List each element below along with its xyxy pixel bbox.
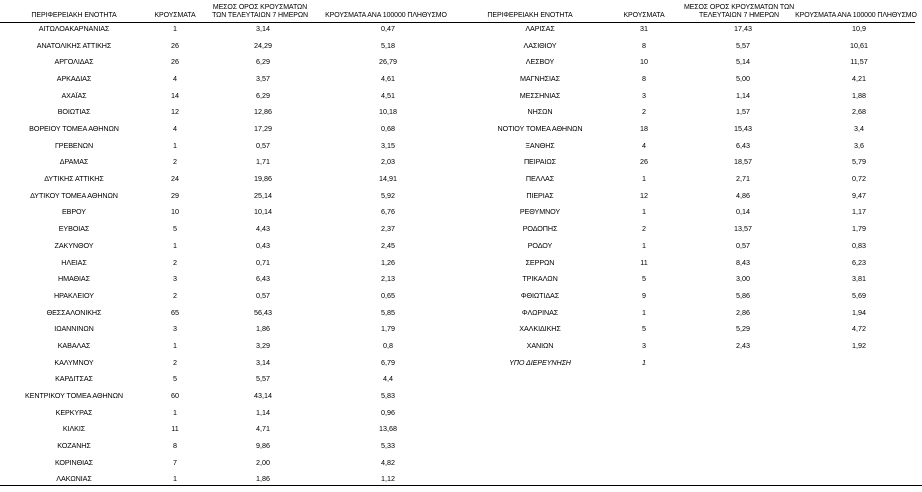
table-row: [0, 174, 460, 184]
avg7-value: 0,57: [736, 240, 750, 250]
table-row: [455, 341, 915, 351]
region-name: ΝΟΤΙΟΥ ΤΟΜΕΑ ΑΘΗΝΩΝ: [497, 124, 583, 134]
avg7-value: 5,14: [736, 57, 750, 67]
table-row: [0, 91, 460, 101]
region-name: ΦΛΩΡΙΝΑΣ: [521, 307, 559, 317]
table-row: [0, 241, 460, 251]
table-row: [0, 474, 460, 484]
table-row: [455, 174, 915, 184]
cases-value: 1: [173, 24, 177, 33]
region-name: ΚΕΝΤΡΙΚΟΥ ΤΟΜΕΑ ΑΘΗΝΩΝ: [24, 390, 124, 400]
region-name: ΛΑΣΙΘΙΟΥ: [523, 40, 557, 50]
region-name: ΔΥΤΙΚΟΥ ΤΟΜΕΑ ΑΘΗΝΩΝ: [30, 190, 118, 200]
cases-value: 65: [171, 307, 179, 317]
per100k-value: 26,79: [379, 57, 397, 67]
region-name: ΡΟΔΟΠΗΣ: [522, 224, 558, 234]
per100k-value: 14,91: [379, 174, 397, 184]
cases-value: 29: [171, 190, 179, 200]
table-row: [0, 374, 460, 384]
per100k-value: 1,79: [381, 324, 395, 334]
cases-value: 2: [173, 257, 177, 267]
table-row: [0, 358, 460, 368]
region-name: ΑΡΓΟΛΙΔΑΣ: [54, 57, 94, 67]
avg7-value: 12,86: [254, 107, 272, 117]
cases-value: 4: [642, 140, 646, 150]
per100k-value: 2,13: [381, 274, 395, 284]
table-row: [0, 141, 460, 151]
region-name: ΗΜΑΘΙΑΣ: [58, 274, 90, 284]
avg7-value: 1,86: [256, 474, 270, 484]
cases-value: 1: [173, 407, 177, 417]
cases-value: 1: [173, 240, 177, 250]
table-row: [455, 224, 915, 234]
header-region: ΠΕΡΙΦΕΡΕΙΑΚΗ ΕΝΟΤΗΤΑ: [487, 12, 573, 19]
cases-value: 3: [642, 340, 646, 350]
per100k-value: 10,9: [852, 24, 866, 33]
per100k-value: 5,92: [381, 190, 395, 200]
region-name: ΗΛΕΙΑΣ: [61, 257, 87, 267]
cases-value: 2: [642, 107, 646, 117]
per100k-value: 0,83: [852, 240, 866, 250]
cases-value: 5: [642, 274, 646, 284]
per100k-value: 5,18: [381, 40, 395, 50]
right-table-header: [455, 0, 915, 23]
per100k-value: 11,57: [850, 57, 868, 67]
cases-value: 1: [642, 240, 646, 250]
cases-value: 1: [642, 357, 646, 367]
table-row: [455, 191, 915, 201]
per100k-value: 1,79: [852, 224, 866, 234]
avg7-value: 2,43: [736, 340, 750, 350]
avg7-value: 6,29: [256, 90, 270, 100]
per100k-value: 6,79: [381, 357, 395, 367]
region-name: ΔΡΑΜΑΣ: [59, 157, 89, 167]
region-name: ΧΑΛΚΙΔΙΚΗΣ: [519, 324, 561, 334]
cases-value: 12: [171, 107, 179, 117]
cases-value: 1: [173, 140, 177, 150]
avg7-value: 43,14: [254, 390, 272, 400]
per100k-value: 2,37: [381, 224, 395, 234]
per100k-value: 4,21: [852, 74, 866, 84]
per100k-value: 1,17: [852, 207, 866, 217]
table-row: [455, 141, 915, 151]
avg7-value: 9,86: [256, 441, 270, 450]
per100k-value: 0,96: [381, 407, 395, 417]
per100k-value: 3,6: [854, 140, 864, 150]
per100k-value: 0,8: [383, 340, 393, 350]
region-name: ΧΑΝΙΩΝ: [526, 340, 554, 350]
table-row: [455, 291, 915, 301]
avg7-value: 17,29: [254, 124, 272, 134]
header-per100k: ΚΡΟΥΣΜΑΤΑ ΑΝΑ 100000 ΠΛΗΘΥΣΜΟ: [325, 12, 447, 19]
cases-value: 26: [171, 40, 179, 50]
header-cases: ΚΡΟΥΣΜΑΤΑ: [154, 12, 196, 19]
avg7-value: 18,57: [734, 157, 752, 167]
cases-value: 14: [171, 90, 179, 100]
cases-value: 60: [171, 390, 179, 400]
avg7-value: 4,86: [736, 190, 750, 200]
cases-value: 1: [173, 340, 177, 350]
avg7-value: 3,57: [256, 74, 270, 84]
cases-value: 11: [171, 424, 179, 434]
cases-value: 26: [640, 157, 648, 167]
cases-value: 11: [640, 257, 648, 267]
region-name: ΓΡΕΒΕΝΩΝ: [54, 140, 94, 150]
per100k-value: 5,33: [381, 441, 395, 450]
table-row: [0, 24, 460, 34]
avg7-value: 13,57: [734, 224, 752, 234]
region-name: ΚΙΛΚΙΣ: [62, 424, 86, 434]
avg7-value: 10,14: [254, 207, 272, 217]
table-row: [0, 391, 460, 401]
table-row: [455, 91, 915, 101]
avg7-value: 25,14: [254, 190, 272, 200]
per100k-value: 0,47: [381, 24, 395, 33]
table-row: [455, 308, 915, 318]
per100k-value: 13,68: [379, 424, 397, 434]
table-row: [455, 324, 915, 334]
table-row: [455, 24, 915, 34]
region-name: ΚΟΡΙΝΘΙΑΣ: [54, 457, 94, 467]
region-name: ΚΑΡΔΙΤΣΑΣ: [55, 374, 93, 384]
cases-value: 5: [173, 224, 177, 234]
per100k-value: 5,79: [852, 157, 866, 167]
region-name: ΜΑΓΝΗΣΙΑΣ: [520, 74, 560, 84]
per100k-value: 5,85: [381, 307, 395, 317]
cases-value: 1: [642, 307, 646, 317]
avg7-value: 1,71: [256, 157, 270, 167]
per100k-value: 6,23: [852, 257, 866, 267]
avg7-value: 1,14: [736, 90, 750, 100]
per100k-value: 5,83: [381, 390, 395, 400]
avg7-value: 1,86: [256, 324, 270, 334]
region-name: ΙΩΑΝΝΙΝΩΝ: [54, 324, 94, 334]
table-row: [0, 424, 460, 434]
cases-value: 2: [173, 157, 177, 167]
cases-value: 31: [640, 24, 648, 33]
region-name: ΤΡΙΚΑΛΩΝ: [522, 274, 558, 284]
region-name: ΠΕΙΡΑΙΩΣ: [523, 157, 557, 167]
region-name: ΚΕΡΚΥΡΑΣ: [55, 407, 93, 417]
cases-value: 18: [640, 124, 648, 134]
table-row: [455, 274, 915, 284]
avg7-value: 17,43: [734, 24, 752, 33]
table-row: [0, 308, 460, 318]
table-row: [455, 57, 915, 67]
per100k-value: 4,72: [852, 324, 866, 334]
region-name: ΒΟΡΕΙΟΥ ΤΟΜΕΑ ΑΘΗΝΩΝ: [29, 124, 119, 134]
per100k-value: 10,18: [379, 107, 397, 117]
table-row: [0, 458, 460, 468]
table-row: [0, 74, 460, 84]
table-row: [0, 224, 460, 234]
per100k-value: 10,61: [850, 40, 868, 50]
header-cases: ΚΡΟΥΣΜΑΤΑ: [623, 12, 665, 19]
avg7-value: 2,86: [736, 307, 750, 317]
table-row: [455, 358, 915, 368]
table-row: [455, 207, 915, 217]
per100k-value: 2,45: [381, 240, 395, 250]
avg7-value: 24,29: [254, 40, 272, 50]
per100k-value: 1,26: [381, 257, 395, 267]
cases-value: 12: [640, 190, 648, 200]
region-name: ΒΟΙΩΤΙΑΣ: [57, 107, 91, 117]
per100k-value: 6,76: [381, 207, 395, 217]
avg7-value: 5,57: [736, 40, 750, 50]
per100k-value: 4,82: [381, 457, 395, 467]
avg7-value: 5,57: [256, 374, 270, 384]
region-name: ΥΠΟ ΔΙΕΡΕΥΝΗΣΗ: [509, 357, 571, 367]
cases-value: 3: [173, 324, 177, 334]
table-row: [0, 124, 460, 134]
table-row: [0, 324, 460, 334]
cases-value: 26: [171, 57, 179, 67]
avg7-value: 2,71: [736, 174, 750, 184]
per100k-value: 2,03: [381, 157, 395, 167]
per100k-value: 0,65: [381, 290, 395, 300]
cases-value: 1: [173, 474, 177, 484]
region-name: ΗΡΑΚΛΕΙΟΥ: [54, 290, 94, 300]
region-name: ΞΑΝΘΗΣ: [525, 140, 555, 150]
per100k-value: 2,68: [852, 107, 866, 117]
region-name: ΕΒΡΟΥ: [61, 207, 87, 217]
header-region: ΠΕΡΙΦΕΡΕΙΑΚΗ ΕΝΟΤΗΤΑ: [31, 12, 117, 19]
avg7-value: 8,43: [736, 257, 750, 267]
cases-value: 4: [173, 74, 177, 84]
avg7-value: 5,86: [736, 290, 750, 300]
cases-value: 3: [642, 90, 646, 100]
cases-value: 9: [642, 290, 646, 300]
region-name: ΠΕΛΛΑΣ: [525, 174, 555, 184]
region-name: ΚΟΖΑΝΗΣ: [57, 441, 91, 450]
table-row: [455, 107, 915, 117]
region-name: ΛΑΡΙΣΑΣ: [525, 24, 555, 33]
region-name: ΛΑΚΩΝΙΑΣ: [56, 474, 92, 484]
header-per100k: ΚΡΟΥΣΜΑΤΑ ΑΝΑ 100000 ΠΛΗΘΥΣΜΟ: [795, 12, 917, 19]
table-row: [455, 157, 915, 167]
avg7-value: 0,71: [256, 257, 270, 267]
region-name: ΜΕΣΣΗΝΙΑΣ: [519, 90, 561, 100]
per100k-value: 5,69: [852, 290, 866, 300]
per100k-value: 1,12: [381, 474, 395, 484]
cases-value: 2: [642, 224, 646, 234]
cases-value: 4: [173, 124, 177, 134]
region-name: ΝΗΣΩΝ: [527, 107, 553, 117]
table-row: [0, 191, 460, 201]
avg7-value: 2,00: [256, 457, 270, 467]
region-name: ΑΝΑΤΟΛΙΚΗΣ ΑΤΤΙΚΗΣ: [36, 40, 112, 50]
avg7-value: 3,29: [256, 340, 270, 350]
per100k-value: 9,47: [852, 190, 866, 200]
avg7-value: 15,43: [734, 124, 752, 134]
region-name: ΕΥΒΟΙΑΣ: [58, 224, 90, 234]
region-name: ΦΘΙΩΤΙΔΑΣ: [520, 290, 560, 300]
region-name: ΖΑΚΥΝΘΟΥ: [54, 240, 94, 250]
avg7-value: 0,43: [256, 240, 270, 250]
cases-value: 3: [173, 274, 177, 284]
table-row: [0, 291, 460, 301]
cases-value: 24: [171, 174, 179, 184]
header-avg7: ΜΕΣΟΣ ΟΡΟΣ ΚΡΟΥΣΜΑΤΩΝ ΤΩΝ ΤΕΛΕΥΤΑΙΩΝ 7 ΗΜΕΡΩΝ: [212, 4, 308, 19]
cases-value: 10: [171, 207, 179, 217]
avg7-value: 4,43: [256, 224, 270, 234]
left-table-header: [0, 0, 460, 23]
region-name: ΑΙΤΩΛΟΑΚΑΡΝΑΝΙΑΣ: [38, 24, 110, 33]
cases-value: 10: [640, 57, 648, 67]
table-row: [0, 107, 460, 117]
table-row: [0, 258, 460, 268]
avg7-value: 3,14: [256, 357, 270, 367]
per100k-value: 4,51: [381, 90, 395, 100]
cases-value: 2: [173, 357, 177, 367]
per100k-value: 0,68: [381, 124, 395, 134]
region-name: ΔΥΤΙΚΗΣ ΑΤΤΙΚΗΣ: [44, 174, 104, 184]
table-row: [0, 157, 460, 167]
cases-value: 1: [642, 174, 646, 184]
region-name: ΑΧΑΪΑΣ: [61, 90, 87, 100]
avg7-value: 5,00: [736, 74, 750, 84]
table-row: [0, 207, 460, 217]
avg7-value: 1,14: [256, 407, 270, 417]
avg7-value: 6,43: [256, 274, 270, 284]
cases-value: 2: [173, 290, 177, 300]
avg7-value: 0,57: [256, 140, 270, 150]
region-name: ΣΕΡΡΩΝ: [525, 257, 555, 267]
avg7-value: 6,43: [736, 140, 750, 150]
region-name: ΡΟΔΟΥ: [527, 240, 553, 250]
per100k-value: 0,72: [852, 174, 866, 184]
avg7-value: 6,29: [256, 57, 270, 67]
per100k-value: 1,88: [852, 90, 866, 100]
region-name: ΚΑΛΥΜΝΟΥ: [54, 357, 94, 367]
per100k-value: 4,4: [383, 374, 393, 384]
per100k-value: 1,94: [852, 307, 866, 317]
table-row: [455, 258, 915, 268]
per100k-value: 3,4: [854, 124, 864, 134]
avg7-value: 19,86: [254, 174, 272, 184]
table-row: [0, 274, 460, 284]
table-row: [455, 241, 915, 251]
per100k-value: 4,61: [381, 74, 395, 84]
cases-value: 1: [642, 207, 646, 217]
table-row: [0, 408, 460, 418]
table-row: [0, 41, 460, 51]
avg7-value: 4,71: [256, 424, 270, 434]
avg7-value: 3,14: [256, 24, 270, 33]
avg7-value: 0,14: [736, 207, 750, 217]
cases-value: 8: [642, 40, 646, 50]
region-name: ΘΕΣΣΑΛΟΝΙΚΗΣ: [46, 307, 102, 317]
table-row: [0, 441, 460, 451]
per100k-value: 1,92: [852, 340, 866, 350]
table-row: [455, 74, 915, 84]
avg7-value: 0,57: [256, 290, 270, 300]
cases-value: 7: [173, 457, 177, 467]
cases-value: 5: [173, 374, 177, 384]
table-row: [455, 124, 915, 134]
region-name: ΑΡΚΑΔΙΑΣ: [56, 74, 92, 84]
per100k-value: 3,81: [852, 274, 866, 284]
avg7-value: 3,00: [736, 274, 750, 284]
table-row: [0, 57, 460, 67]
region-name: ΚΑΒΑΛΑΣ: [57, 340, 91, 350]
region-name: ΠΙΕΡΙΑΣ: [526, 190, 554, 200]
region-name: ΡΕΘΥΜΝΟΥ: [519, 207, 561, 217]
table-row: [455, 41, 915, 51]
cases-value: 5: [642, 324, 646, 334]
bottom-rule: [0, 485, 922, 486]
avg7-value: 5,29: [736, 324, 750, 334]
cases-value: 8: [642, 74, 646, 84]
avg7-value: 56,43: [254, 307, 272, 317]
per100k-value: 3,15: [381, 140, 395, 150]
avg7-value: 1,57: [736, 107, 750, 117]
region-name: ΛΕΣΒΟΥ: [525, 57, 555, 67]
table-row: [0, 341, 460, 351]
cases-value: 8: [173, 441, 177, 450]
header-avg7: ΜΕΣΟΣ ΟΡΟΣ ΚΡΟΥΣΜΑΤΩΝ ΤΩΝ ΤΕΛΕΥΤΑΙΩΝ 7 ΗΜΕΡΩΝ: [683, 4, 795, 19]
